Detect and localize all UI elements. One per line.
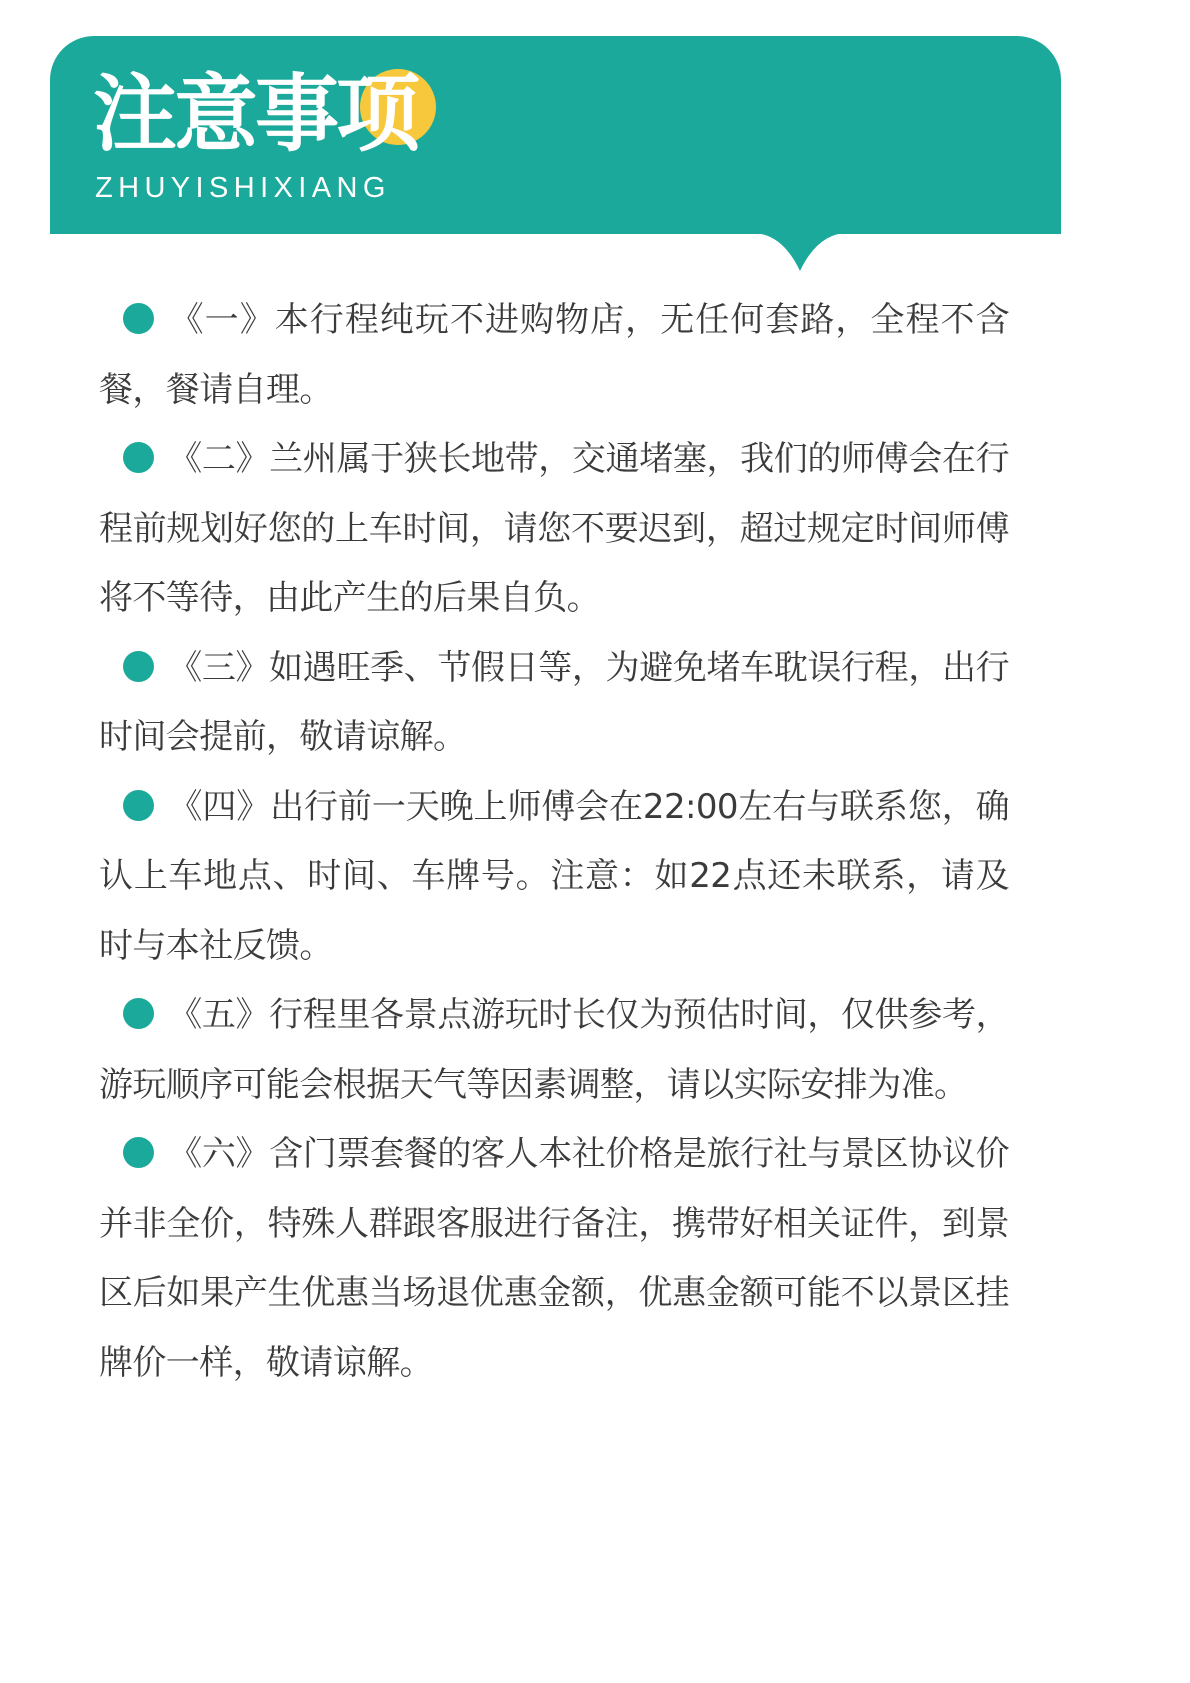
note-item bbox=[99, 425, 1009, 634]
bullet-dot-icon bbox=[123, 998, 154, 1029]
note-item bbox=[99, 634, 1009, 773]
bullet-dot-icon bbox=[123, 651, 154, 682]
note-item bbox=[99, 1120, 1009, 1398]
bullet-dot-icon bbox=[123, 442, 154, 473]
notes-list bbox=[99, 286, 1009, 1398]
note-text: 《六》含门票套餐的客人本社价格是旅行社与景区协议价并非全价，特殊人群跟客服进行备注，携带好相关证件，到景区后如果产生优惠当场退优惠金额，优惠金额可能不以景区挂牌价一样，敬请谅解。 bbox=[99, 1134, 1009, 1383]
bullet-dot-icon bbox=[123, 1137, 154, 1168]
note-text: 《二》兰州属于狭长地带，交通堵塞，我们的师傅会在行程前规划好您的上车时间，请您不要迟到，超过规定时间师傅将不等待，由此产生的后果自负。 bbox=[99, 439, 1009, 618]
note-text: 《四》出行前一天晚上师傅会在22:00左右与联系您，确认上车地点、时间、车牌号。注意：如22点还未联系，请及时与本社反馈。 bbox=[99, 786, 1009, 966]
bullet-dot-icon bbox=[123, 790, 154, 821]
page-title: 注意事项 bbox=[93, 64, 418, 163]
note-text: 《五》行程里各景点游玩时长仅为预估时间，仅供参考，游玩顺序可能会根据天气等因素调整，请以实际安排为准。 bbox=[99, 995, 1009, 1105]
note-text: 《三》如遇旺季、节假日等，为避免堵车耽误行程，出行时间会提前，敬请谅解。 bbox=[99, 647, 1009, 757]
page-subtitle: ZHUYISHIXIANG bbox=[95, 172, 391, 204]
bullet-dot-icon bbox=[123, 303, 154, 334]
note-item bbox=[99, 286, 1009, 425]
note-item bbox=[99, 981, 1009, 1120]
banner-notch bbox=[752, 233, 848, 271]
note-text: 《一》本行程纯玩不进购物店，无任何套路，全程不含餐，餐请自理。 bbox=[99, 300, 1009, 410]
note-item bbox=[99, 773, 1009, 982]
